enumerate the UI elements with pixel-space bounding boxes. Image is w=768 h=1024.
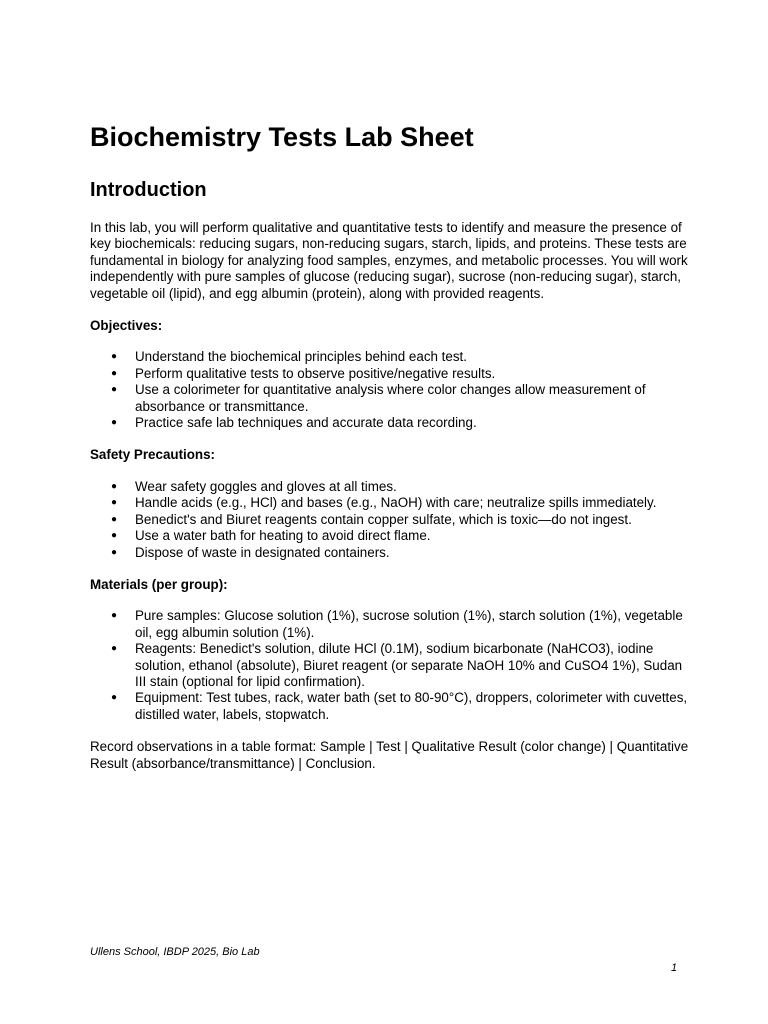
list-item: ● Dispose of waste in designated containers.: [135, 545, 690, 561]
introduction-heading: Introduction: [90, 179, 207, 201]
materials-list: [90, 608, 690, 723]
list-item: ● Pure samples: Glucose solution (1%), sucrose solution (1%), starch solution (1%), vegetable oil, egg albumin solution (1%).: [135, 608, 690, 641]
list-item: ● Benedict's and Biuret reagents contain copper sulfate, which is toxic—do not ingest.: [135, 512, 690, 528]
list-item: ● Understand the biochemical principles behind each test.: [135, 349, 690, 365]
introduction-paragraph: In this lab, you will perform qualitative and quantitative tests to identify and measure the presence of key biochemicals: reducing sugars, non-reducing sugars, starch, lipids, and proteins. These tests are fundamental in biology for analyzing food samples, enzymes, and metabolic processes. You will work independently with pure samples of glucose (reducing sugar), sucrose (non-reducing sugar), starch, vegetable oil (lipid), and egg albumin (protein), along with provided reagents.: [90, 220, 688, 301]
list-item: ● Handle acids (e.g., HCl) and bases (e.g., NaOH) with care; neutralize spills immediately.: [135, 495, 690, 511]
record-note: Record observations in a table format: Sample | Test | Qualitative Result (color change) | Quantitative Result (absorbance/transmittance) | Conclusion.: [90, 739, 689, 771]
document-body: [90, 220, 690, 772]
page-number: 1: [671, 962, 678, 974]
document-title: Biochemistry Tests Lab Sheet: [90, 122, 474, 152]
safety-list: [90, 479, 690, 561]
list-item: ● Wear safety goggles and gloves at all times.: [135, 479, 690, 495]
list-item: ● Use a colorimeter for quantitative analysis where color changes allow measurement of absorbance or transmittance.: [135, 382, 690, 415]
objectives-label: Objectives:: [90, 318, 163, 334]
footer-note: Ullens School, IBDP 2025, Bio Lab: [90, 946, 260, 958]
safety-label: Safety Precautions:: [90, 447, 216, 463]
list-item: ● Use a water bath for heating to avoid direct flame.: [135, 528, 690, 544]
objectives-list: [90, 349, 690, 431]
list-item: ● Perform qualitative tests to observe positive/negative results.: [135, 366, 690, 382]
list-item: ● Equipment: Test tubes, rack, water bath (set to 80-90°C), droppers, colorimeter with cuvettes, distilled water, labels, stopwatch.: [135, 690, 690, 723]
materials-label: Materials (per group):: [90, 576, 228, 592]
list-item: ● Practice safe lab techniques and accurate data recording.: [135, 415, 690, 431]
list-item: ● Reagents: Benedict's solution, dilute HCl (0.1M), sodium bicarbonate (NaHCO3), iodine solution, ethanol (absolute), Biuret reagent (or separate NaOH 10% and CuSO4 1%), Sudan III stain (optional for lipid confirmation).: [135, 641, 690, 690]
